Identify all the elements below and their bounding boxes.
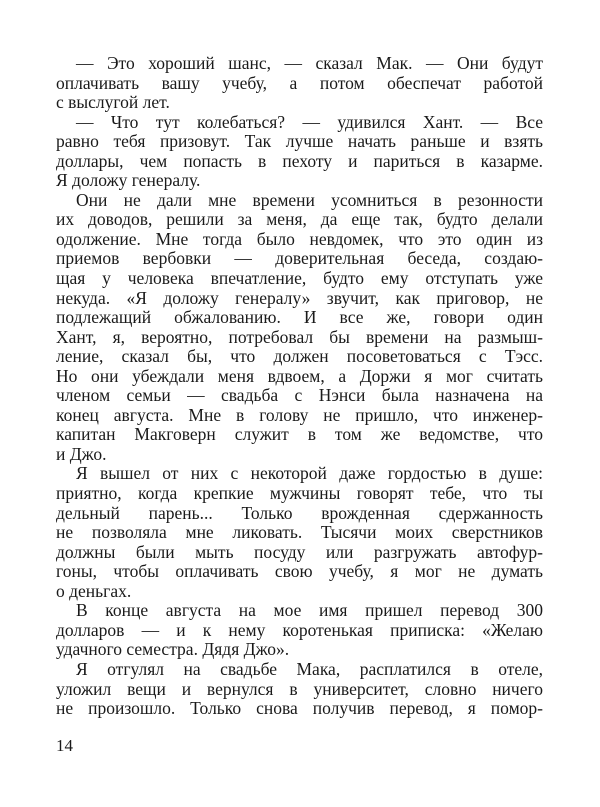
text-line: В конце августа на мое имя пришел перевод 300: [76, 600, 543, 621]
text-line: — Что тут колебаться? — удивился Хант. — Все: [76, 111, 543, 132]
text-line: Хант, я, вероятно, потребовал бы времени на размыш-: [56, 326, 543, 347]
text-line: — Это хороший шанс, — сказал Мак. — Они будут: [76, 53, 543, 73]
text-line: должны были мыть посуду или разгружать автофур-: [56, 541, 543, 562]
text-line: доллары, чем попасть в пехоту и париться в казарме.: [56, 150, 543, 171]
text-line: капитан Макговерн служит в том же ведомстве, что: [56, 424, 543, 445]
text-line: Я отгулял на свадьбе Мака, расплатился в отеле,: [76, 658, 543, 679]
text-line: конец августа. Мне в голову не пришло, что инженер-: [56, 404, 543, 425]
text-line: одолжение. Мне тогда было невдомек, что это один из: [56, 228, 543, 249]
text-line: уложил вещи и вернулся в университет, словно ничего: [56, 678, 543, 699]
text-line: оплачивать вашу учебу, а потом обеспечат работой: [56, 72, 543, 93]
text-line: членом семьи — свадьба с Нэнси была назначена на: [56, 385, 543, 406]
text-line: некуда. «Я доложу генералу» звучит, как приговор, не: [56, 287, 543, 308]
paragraph: [56, 464, 543, 601]
page-body-text: [56, 54, 543, 719]
text-line: приемов вербовки — доверительная беседа, создаю-: [56, 248, 543, 269]
page-number: 14: [56, 736, 73, 755]
text-line: их доводов, решили за меня, да еще так, будто делали: [56, 209, 543, 230]
paragraph: [56, 660, 543, 719]
text-line: Они не дали мне времени усомниться в резонности: [76, 189, 543, 210]
paragraph: [56, 601, 543, 660]
text-line: гоны, чтобы оплачивать свою учебу, я мог не думать: [56, 561, 543, 582]
text-line: и Джо.: [56, 443, 107, 464]
text-line: с выслугой лет.: [56, 92, 170, 113]
text-line: щая у человека впечатление, будто ему отступать уже: [56, 268, 543, 289]
text-line: подлежащий обжалованию. И все же, говори один: [56, 307, 543, 328]
text-line: дельный парень... Только врожденная сдержанность: [56, 502, 543, 523]
text-line: равно тебя призовут. Так лучше начать раньше и взять: [56, 131, 543, 152]
text-line: не произошло. Только снова получив перевод, я помор-: [56, 698, 543, 719]
text-line: Но они убеждали меня вдвоем, а Доржи я мог считать: [56, 365, 543, 386]
paragraph: [56, 191, 543, 465]
text-line: долларов — и к нему коротенькая приписка: «Желаю: [56, 619, 543, 640]
paragraph: [56, 54, 543, 113]
text-line: Я доложу генералу.: [56, 170, 201, 191]
text-line: удачного семестра. Дядя Джо».: [56, 639, 290, 660]
text-line: о деньгах.: [56, 580, 132, 601]
paragraph: [56, 113, 543, 191]
text-line: Я вышел от них с некоторой даже гордостью в душе:: [76, 463, 543, 484]
text-line: не позволяла мне ликовать. Тысячи моих сверстников: [56, 522, 543, 543]
text-line: ление, сказал бы, что должен посоветоваться с Тэсс.: [56, 346, 543, 367]
text-line: приятно, когда крепкие мужчины говорят тебе, что ты: [56, 483, 543, 504]
